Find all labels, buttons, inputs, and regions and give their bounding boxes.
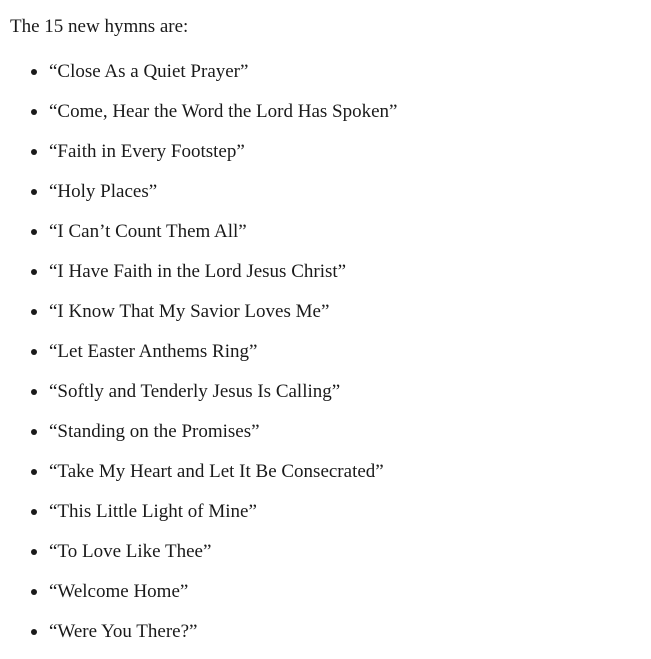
bullet-icon bbox=[31, 549, 37, 555]
hymn-title: “Softly and Tenderly Jesus Is Calling” bbox=[49, 381, 341, 402]
hymn-title: “Were You There?” bbox=[49, 621, 198, 642]
list-item bbox=[0, 299, 397, 339]
list-item bbox=[0, 339, 397, 379]
list-item bbox=[0, 579, 397, 619]
bullet-icon bbox=[31, 469, 37, 475]
hymn-title: “Faith in Every Footstep” bbox=[49, 141, 245, 162]
list-item bbox=[0, 419, 397, 459]
bullet-icon bbox=[31, 149, 37, 155]
bullet-icon bbox=[31, 109, 37, 115]
bullet-icon bbox=[31, 389, 37, 395]
bullet-icon bbox=[31, 509, 37, 515]
bullet-icon bbox=[31, 189, 37, 195]
hymn-title: “Take My Heart and Let It Be Consecrated” bbox=[49, 461, 384, 482]
list-item bbox=[0, 499, 397, 539]
hymn-title: “Holy Places” bbox=[49, 181, 158, 202]
hymn-title: “Standing on the Promises” bbox=[49, 421, 260, 442]
bullet-icon bbox=[31, 269, 37, 275]
bullet-icon bbox=[31, 69, 37, 75]
list-item bbox=[0, 219, 397, 259]
list-item bbox=[0, 259, 397, 299]
list-item bbox=[0, 179, 397, 219]
list-item bbox=[0, 99, 397, 139]
bullet-icon bbox=[31, 309, 37, 315]
hymn-title: “I Can’t Count Them All” bbox=[49, 221, 247, 242]
hymn-title: “I Have Faith in the Lord Jesus Christ” bbox=[49, 261, 347, 282]
bullet-icon bbox=[31, 349, 37, 355]
list-item bbox=[0, 139, 397, 179]
list-item bbox=[0, 539, 397, 579]
hymn-title: “Welcome Home” bbox=[49, 581, 189, 602]
hymn-title: “Come, Hear the Word the Lord Has Spoken” bbox=[49, 101, 398, 122]
hymn-title: “Let Easter Anthems Ring” bbox=[49, 341, 258, 362]
bullet-icon bbox=[31, 629, 37, 635]
intro-text: The 15 new hymns are: bbox=[10, 16, 189, 37]
list-item bbox=[0, 59, 397, 99]
bullet-icon bbox=[31, 589, 37, 595]
list-item bbox=[0, 459, 397, 499]
bullet-icon bbox=[31, 229, 37, 235]
hymn-title: “To Love Like Thee” bbox=[49, 541, 212, 562]
bullet-icon bbox=[31, 429, 37, 435]
list-item bbox=[0, 379, 397, 419]
hymn-title: “This Little Light of Mine” bbox=[49, 501, 257, 522]
hymn-title: “Close As a Quiet Prayer” bbox=[49, 61, 249, 82]
hymn-title: “I Know That My Savior Loves Me” bbox=[49, 301, 330, 322]
list-item bbox=[0, 619, 397, 659]
hymn-list bbox=[0, 59, 397, 659]
